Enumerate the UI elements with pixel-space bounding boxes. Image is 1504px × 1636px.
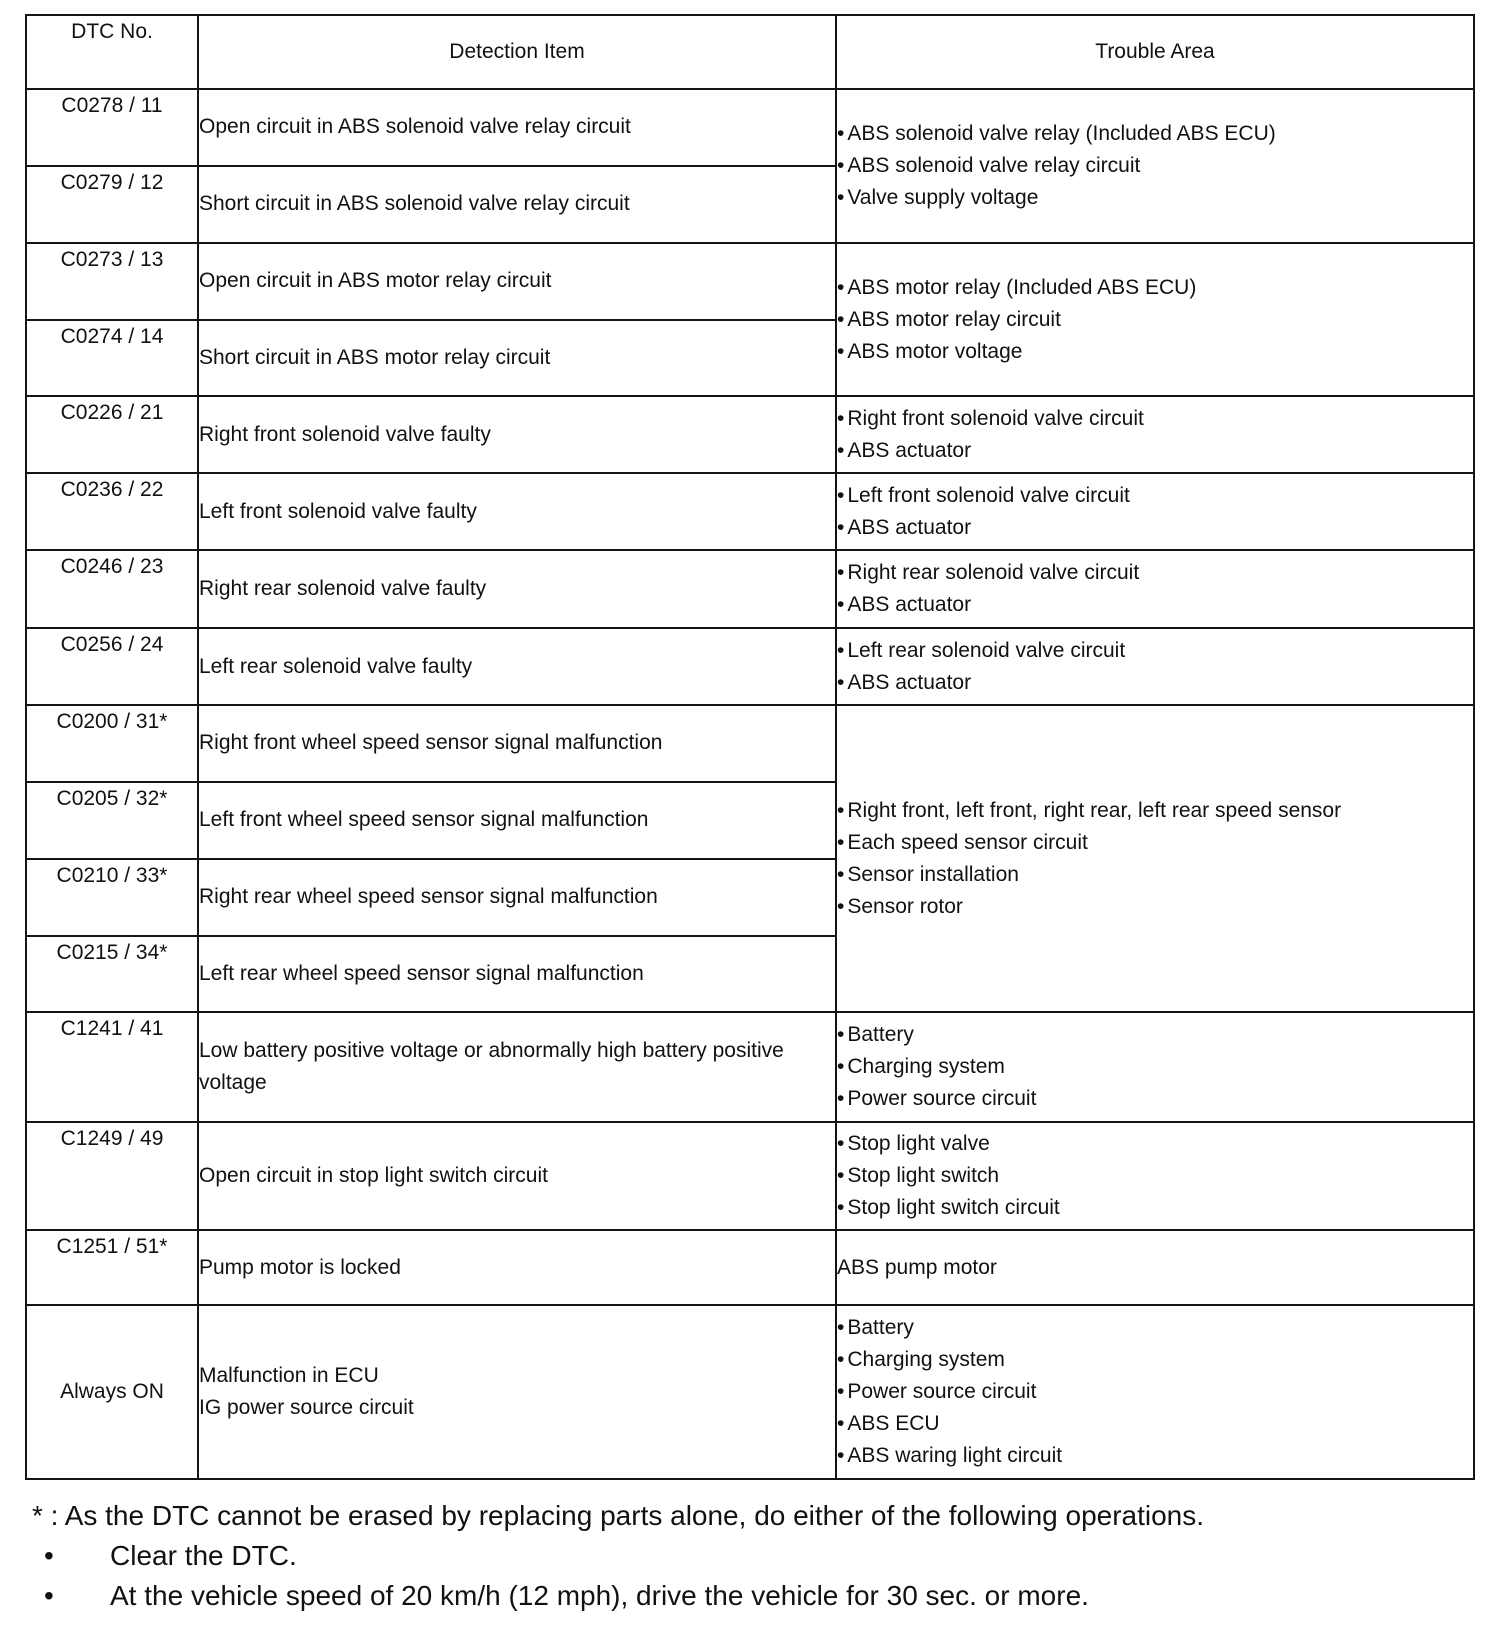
table-row xyxy=(26,1012,1474,1122)
header-trouble-area: Trouble Area xyxy=(836,15,1474,89)
dtc-code-cell: C0236 / 22 xyxy=(26,473,198,550)
dtc-code-cell: C0226 / 21 xyxy=(26,396,198,473)
dtc-code-cell: C1251 / 51* xyxy=(26,1230,198,1305)
footnote-bullet-list xyxy=(32,1536,1204,1616)
trouble-area-item: • ABS actuator xyxy=(837,667,1473,699)
table-row xyxy=(26,1305,1474,1479)
trouble-area-item: • ABS motor voltage xyxy=(837,336,1473,368)
trouble-area-item: • ABS motor relay (Included ABS ECU) xyxy=(837,272,1473,304)
detection-item-text: IG power source circuit xyxy=(199,1396,414,1420)
detection-item-text: Low battery positive voltage or abnormally high battery positive voltage xyxy=(199,1039,784,1095)
footnote-bullet xyxy=(32,1576,1204,1616)
trouble-area-cell xyxy=(836,396,1474,473)
table-row xyxy=(26,550,1474,628)
trouble-area-list xyxy=(837,118,1473,214)
detection-item-cell xyxy=(198,705,836,782)
trouble-area-cell: ABS pump motor xyxy=(836,1230,1474,1305)
dtc-table xyxy=(25,14,1475,1480)
trouble-area-item: • ABS solenoid valve relay (Included ABS ECU) xyxy=(837,118,1473,150)
detection-item-text: Short circuit in ABS motor relay circuit xyxy=(199,346,551,369)
detection-item-cell xyxy=(198,89,836,166)
trouble-area-cell xyxy=(836,550,1474,628)
dtc-code-cell: C1241 / 41 xyxy=(26,1012,198,1122)
footnote-text: * : As the DTC cannot be erased by replacing parts alone, do either of the following operations. xyxy=(32,1500,1205,1531)
dtc-code-cell: C0210 / 33* xyxy=(26,859,198,936)
trouble-area-item: • Power source circuit xyxy=(837,1376,1473,1408)
trouble-area-item: • Stop light switch xyxy=(837,1160,1473,1192)
trouble-area-item: • ABS solenoid valve relay circuit xyxy=(837,150,1473,182)
trouble-area-cell xyxy=(836,89,1474,243)
dtc-code-cell: C0278 / 11 xyxy=(26,89,198,166)
trouble-area-item: • Battery xyxy=(837,1019,1473,1051)
dtc-code-cell: C0246 / 23 xyxy=(26,550,198,628)
detection-item-text: Right rear solenoid valve faulty xyxy=(199,577,487,601)
trouble-area-item: • ABS motor relay circuit xyxy=(837,304,1473,336)
dtc-code-cell: C0200 / 31* xyxy=(26,705,198,782)
trouble-area-list xyxy=(837,795,1473,923)
trouble-area-item: • Stop light switch circuit xyxy=(837,1192,1473,1224)
trouble-area-list xyxy=(837,557,1473,621)
trouble-area-cell xyxy=(836,473,1474,550)
detection-item-text: Left front wheel speed sensor signal malfunction xyxy=(199,808,649,832)
dtc-code-cell: C0279 / 12 xyxy=(26,166,198,243)
trouble-area-cell xyxy=(836,1305,1474,1479)
trouble-area-cell xyxy=(836,628,1474,705)
detection-item-text: Right rear wheel speed sensor signal malfunction xyxy=(199,885,658,909)
trouble-area-item: • Sensor rotor xyxy=(837,891,1473,923)
trouble-area-list xyxy=(837,480,1473,544)
detection-item-cell xyxy=(198,550,836,628)
detection-item-cell xyxy=(198,473,836,550)
trouble-area-item: • ABS waring light circuit xyxy=(837,1440,1473,1472)
header-dtc-no: DTC No. xyxy=(26,15,198,89)
table-row xyxy=(26,1230,1474,1305)
trouble-area-item: • ABS actuator xyxy=(837,435,1473,467)
detection-item-text: Open circuit in ABS solenoid valve relay circuit xyxy=(199,115,631,139)
dtc-code-cell: C1249 / 49 xyxy=(26,1122,198,1230)
trouble-area-list xyxy=(837,403,1473,467)
trouble-area-item: • Right front solenoid valve circuit xyxy=(837,403,1473,435)
trouble-area-item: • ABS actuator xyxy=(837,512,1473,544)
table-row xyxy=(26,705,1474,782)
trouble-area-item: • Charging system xyxy=(837,1344,1473,1376)
detection-item-text: Pump motor is locked xyxy=(199,1255,401,1279)
detection-item-cell xyxy=(198,936,836,1013)
footnote-bullet xyxy=(32,1536,1204,1576)
detection-item-cell xyxy=(198,782,836,859)
table-row xyxy=(26,396,1474,473)
detection-item-text: Left rear solenoid valve faulty xyxy=(199,654,473,678)
trouble-area-cell xyxy=(836,705,1474,1012)
dtc-code-cell: C0256 / 24 xyxy=(26,628,198,705)
detection-item-text: Right front wheel speed sensor signal malfunction xyxy=(199,731,663,755)
bullet-icon: • xyxy=(44,1540,54,1571)
dtc-code-cell: C0215 / 34* xyxy=(26,936,198,1013)
detection-item-text: Left rear wheel speed sensor signal malfunction xyxy=(199,961,644,985)
dtc-code-cell: Always ON xyxy=(26,1305,198,1479)
trouble-area-item: • ABS actuator xyxy=(837,589,1473,621)
trouble-area-item: • Left rear solenoid valve circuit xyxy=(837,635,1473,667)
detection-item-cell xyxy=(198,396,836,473)
trouble-area-item: • ABS ECU xyxy=(837,1408,1473,1440)
trouble-area-item: • Right rear solenoid valve circuit xyxy=(837,557,1473,589)
detection-item-text: Right front solenoid valve faulty xyxy=(199,422,491,446)
detection-item-text: Open circuit in stop light switch circuit xyxy=(199,1164,548,1188)
table-row xyxy=(26,89,1474,166)
trouble-area-list xyxy=(837,1312,1473,1472)
trouble-area-item: • Valve supply voltage xyxy=(837,182,1473,214)
detection-item-text: Malfunction in ECU xyxy=(199,1364,379,1388)
trouble-area-item: • Each speed sensor circuit xyxy=(837,827,1473,859)
bullet-icon: • xyxy=(44,1580,54,1611)
dtc-code-cell: C0274 / 14 xyxy=(26,320,198,397)
footnote-bullet-text: Clear the DTC. xyxy=(110,1540,297,1571)
detection-item-cell xyxy=(198,166,836,243)
trouble-area-cell xyxy=(836,1012,1474,1122)
table-header-row xyxy=(26,15,1474,89)
dtc-code-cell: C0205 / 32* xyxy=(26,782,198,859)
dtc-code-cell: C0273 / 13 xyxy=(26,243,198,320)
trouble-area-cell xyxy=(836,243,1474,397)
trouble-area-item: • Left front solenoid valve circuit xyxy=(837,480,1473,512)
detection-item-text: Open circuit in ABS motor relay circuit xyxy=(199,269,552,293)
footnote-bullet-text: At the vehicle speed of 20 km/h (12 mph), drive the vehicle for 30 sec. or more. xyxy=(110,1580,1089,1611)
detection-item-cell xyxy=(198,1230,836,1305)
detection-item-text: Short circuit in ABS solenoid valve relay circuit xyxy=(199,192,630,216)
trouble-area-item: • Sensor installation xyxy=(837,859,1473,891)
trouble-area-item: • Right front, left front, right rear, left rear speed sensor xyxy=(837,795,1473,827)
detection-item-text: Left front solenoid valve faulty xyxy=(199,499,477,523)
trouble-area-item: • Stop light valve xyxy=(837,1128,1473,1160)
table-body xyxy=(26,89,1474,1479)
trouble-area-list xyxy=(837,635,1473,699)
detection-item-cell xyxy=(198,859,836,936)
table-row xyxy=(26,473,1474,550)
detection-item-cell xyxy=(198,1305,836,1479)
detection-item-cell xyxy=(198,320,836,397)
detection-item-cell xyxy=(198,1122,836,1230)
table-row xyxy=(26,1122,1474,1230)
table-row xyxy=(26,628,1474,705)
trouble-area-list xyxy=(837,1128,1473,1224)
header-detection-item: Detection Item xyxy=(198,15,836,89)
detection-item-cell xyxy=(198,628,836,705)
detection-item-cell xyxy=(198,1012,836,1122)
detection-item-cell xyxy=(198,243,836,320)
trouble-area-item: • Power source circuit xyxy=(837,1083,1473,1115)
trouble-area-list xyxy=(837,272,1473,368)
table-row xyxy=(26,243,1474,320)
trouble-area-item: • Charging system xyxy=(837,1051,1473,1083)
trouble-area-cell xyxy=(836,1122,1474,1230)
trouble-area-list xyxy=(837,1019,1473,1115)
trouble-area-item: • Battery xyxy=(837,1312,1473,1344)
footnote xyxy=(32,1496,1204,1616)
